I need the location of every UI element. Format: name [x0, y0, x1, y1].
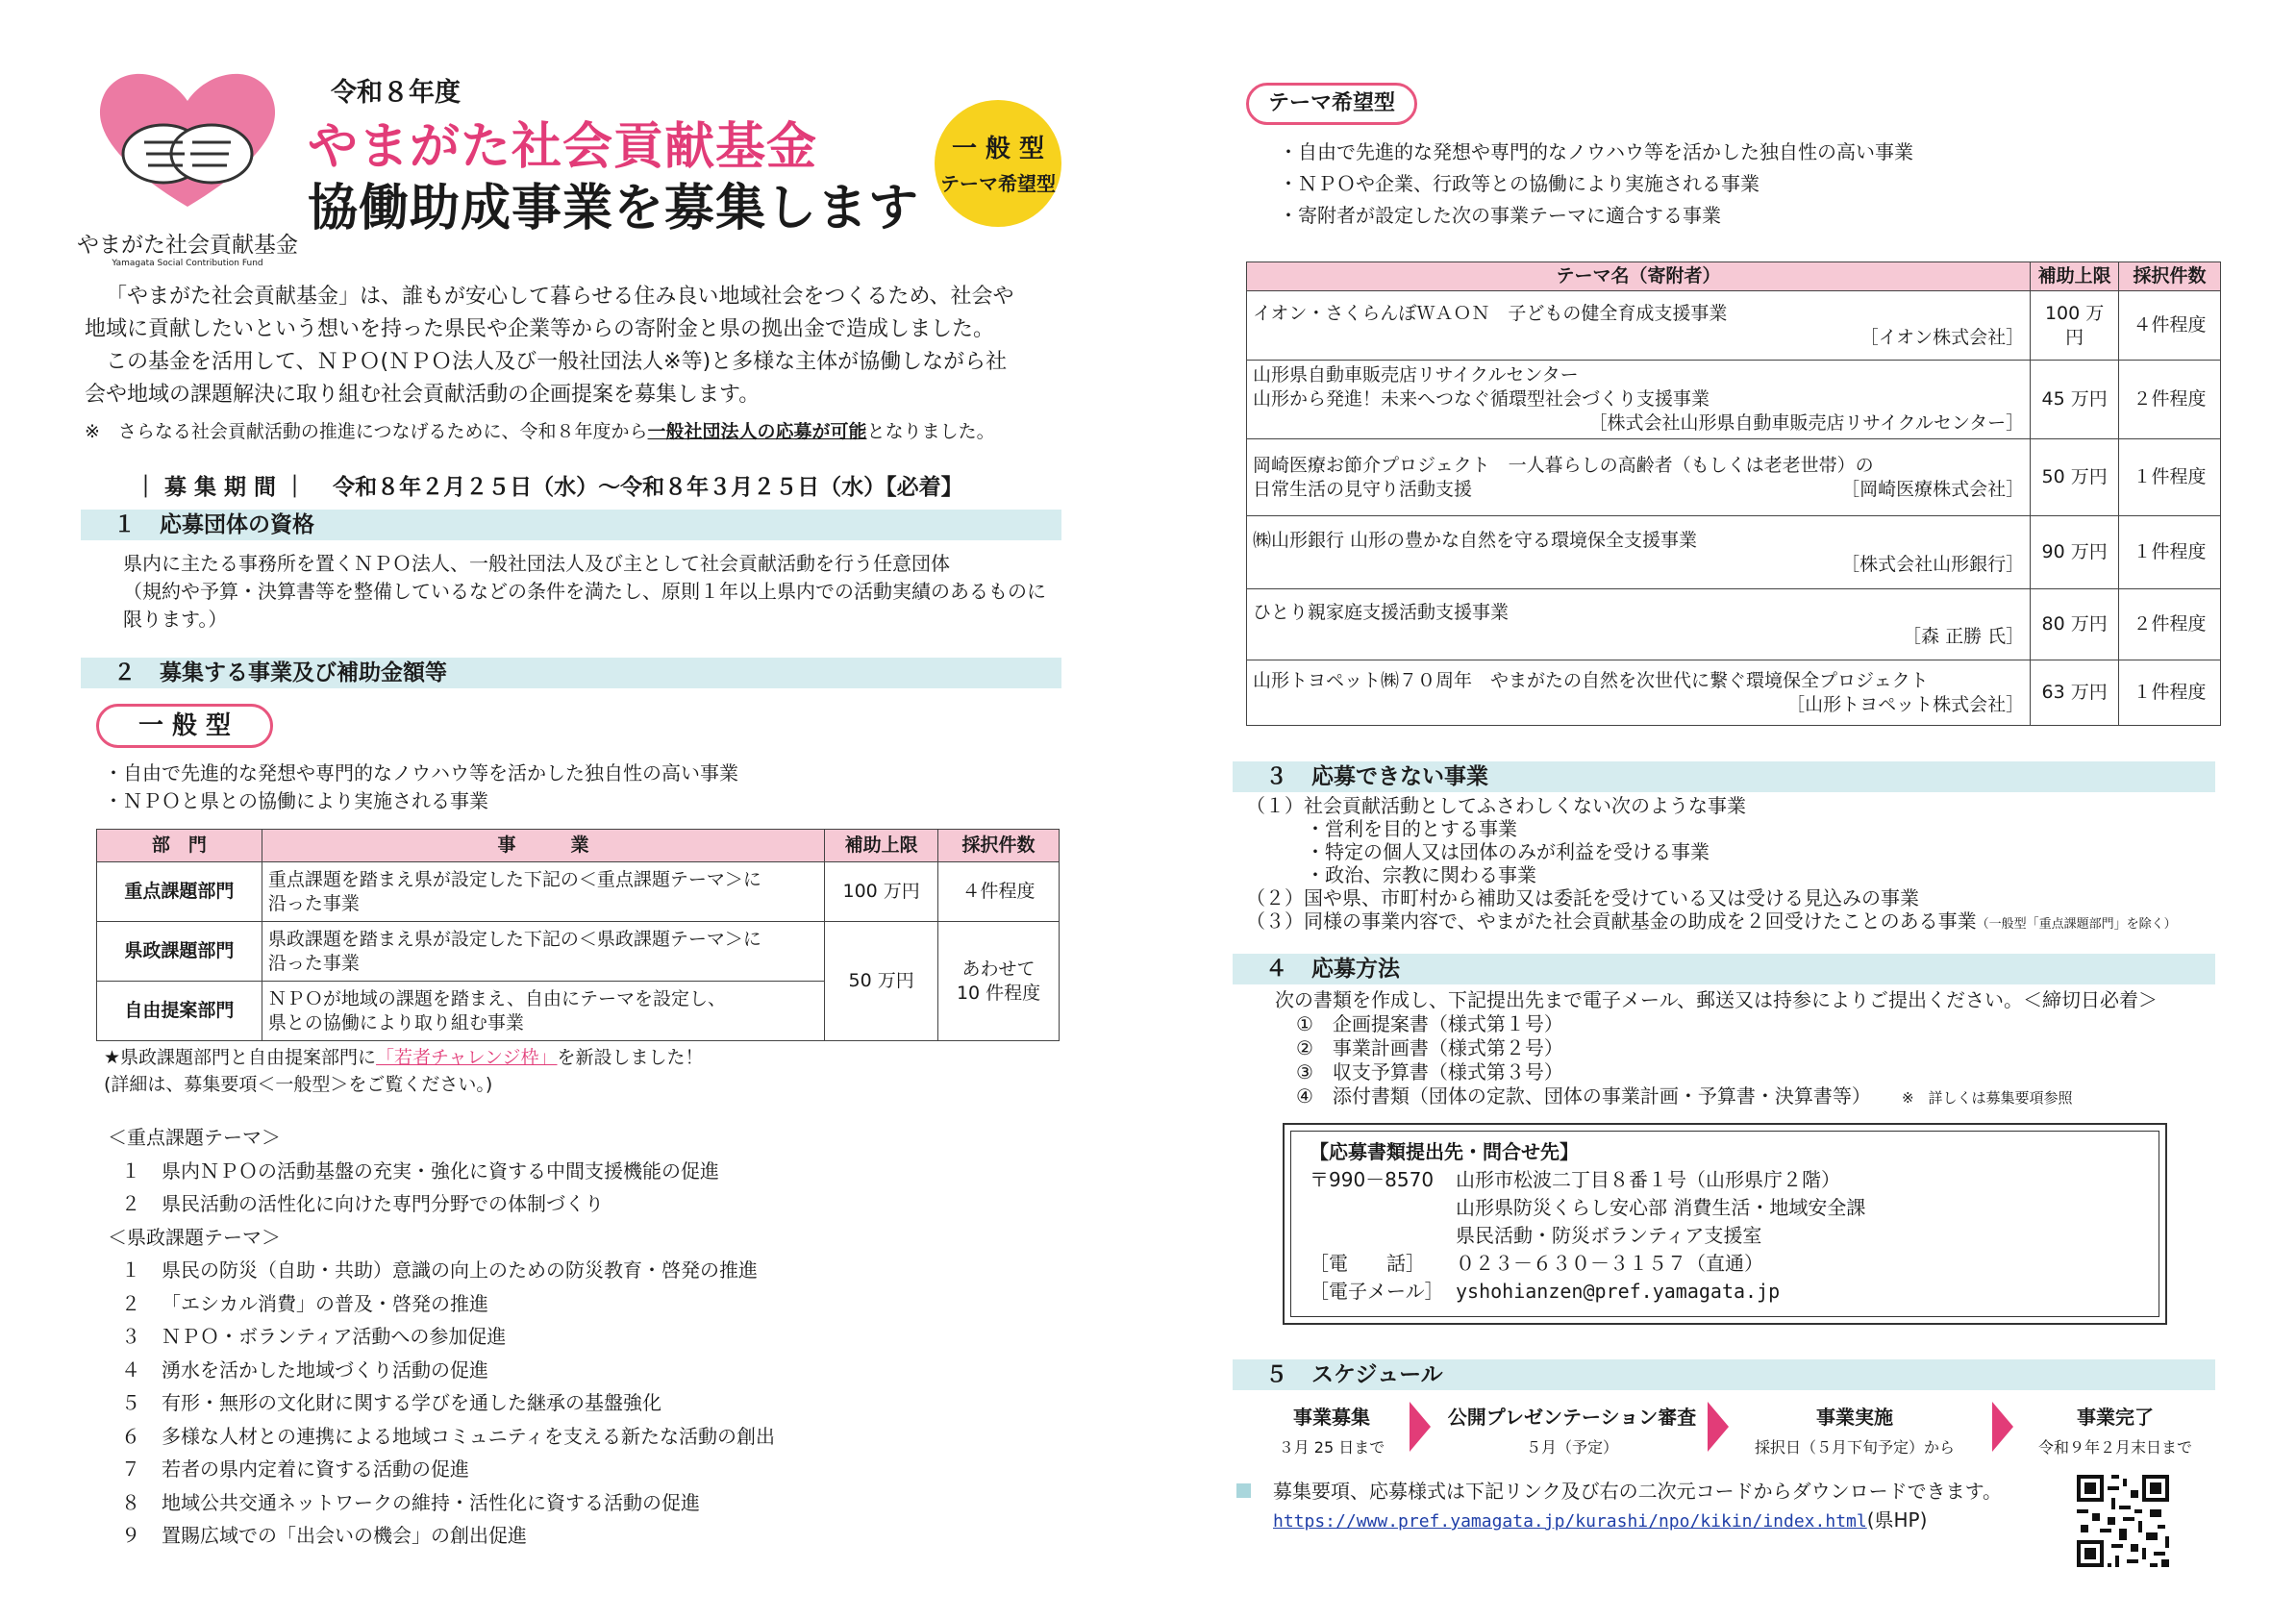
address-1: 山形市松波二丁目８番１号（山形県庁２階） [1456, 1168, 1840, 1191]
footer: 募集要項、応募様式は下記リンク及び右の二次元コードからダウンロードできます。 https://www.pref.yamagata.jp/kurashi/npo/kikin/index.html(県HP) [1273, 1477, 2042, 1536]
limit-cell: 100 万円 [2031, 291, 2119, 361]
list-item: ４ 湧水を活かした地域づくり活動の促進 [121, 1357, 488, 1382]
list-item: ６ 多様な人材との連携による地域コミュニティを支える新たな活動の創出 [121, 1424, 775, 1448]
intro-note: ※ さらなる社会貢献活動の推進につなげるために、令和８年度から一般社団法人の応募が可能となりました。 [85, 421, 995, 442]
section-2-header: ２ 募集する事業及び補助金額等 [81, 658, 1061, 688]
dept-cell: 自由提案部門 [97, 982, 262, 1041]
section-1-header: １ 応募団体の資格 [81, 510, 1061, 540]
period-value: 令和８年２月２５日（水）～令和８年３月２５日（水）【必着】 [333, 475, 963, 500]
address-3: 県民活動・防災ボランティア支援室 [1456, 1224, 1762, 1247]
col-header: 事 業 [262, 830, 824, 862]
theme-table [1246, 262, 2221, 726]
section-3-body: （１）社会貢献活動としてふさわしくない次のような事業 ・営利を目的とする事業 ・特定の個人又は団体のみが利益を受ける事業 ・政治、宗教に関わる事業 （２）国や県、市町村から補助又は委託を受けている又は受ける見込みの事業 （３）同様の事業内容で、やまがた社会貢献基金の助成を２回受けたことのある事業（一般型「重点課題部門」を除く） [1246, 794, 2177, 933]
col-header: 補助上限 [2031, 262, 2119, 291]
fiscal-year: 令和８年度 [331, 78, 461, 108]
table-row [1247, 589, 2221, 660]
shared-count-cell: あわせて 10 件程度 [938, 922, 1060, 1041]
badge-line1: 一 般 型 [951, 135, 1045, 163]
col-header: 部 門 [97, 830, 262, 862]
star-note: ★県政課題部門と自由提案部門に「若者チャレンジ枠」を新設しました！ (詳細は、募集要項＜一般型＞をご覧ください。) [104, 1047, 704, 1095]
limit-cell: 80 万円 [2031, 589, 2119, 660]
col-header: 補助上限 [825, 830, 938, 862]
table-row [97, 922, 1060, 982]
theme-cell: イオン・さくらんぼＷＡＯＮ 子どもの健全育成支援事業 ［イオン株式会社］ [1247, 291, 2031, 361]
footer-square-icon [1236, 1483, 1251, 1498]
list-item: ５ 有形・無形の文化財に関する学びを通した継承の基盤強化 [121, 1391, 661, 1414]
dept-cell: 重点課題部門 [97, 862, 262, 922]
theme-cell: ひとり親家庭支援活動支援事業 ［森 正勝 氏］ [1247, 589, 2031, 660]
count-cell: １件程度 [2119, 516, 2221, 589]
schedule-step: 事業実施 採択日（５月下旬予定）から [1754, 1406, 1955, 1457]
type-badge [935, 100, 1061, 227]
logo-text: やまがた社会貢献基金 [77, 233, 298, 258]
schedule-step: 事業完了 令和９年２月末日まで [2037, 1406, 2192, 1457]
download-link[interactable]: https://www.pref.yamagata.jp/kurashi/npo/kikin/index.html [1273, 1511, 1867, 1532]
desc-cell: 重点課題を踏まえ県が設定した下記の＜重点課題テーマ＞に 沿った事業 [262, 862, 824, 922]
chevron-right-icon [1992, 1402, 2013, 1452]
period-label: ｜ 募 集 期 間 ｜ [135, 475, 307, 500]
section-5-header: ５ スケジュール [1233, 1359, 2215, 1390]
count-cell: ２件程度 [2119, 361, 2221, 439]
list-item: １ 県民の防災（自助・共助）意識の向上のための防災教育・啓発の推進 [121, 1258, 758, 1282]
intro-line: 地域に貢献したいという想いを持った県民や企業等からの寄附金と県の拠出金で造成しました。 [85, 317, 995, 341]
footer-text: 募集要項、応募様式は下記リンク及び右の二次元コードからダウンロードできます。 [1273, 1480, 2002, 1503]
list-item: ８ 地域公共交通ネットワークの維持・活性化に資する活動の促進 [121, 1490, 700, 1514]
period [135, 469, 963, 501]
tel: ０２３－６３０－３１５７（直通） [1456, 1252, 1763, 1275]
intro [85, 281, 1065, 448]
qr-code-icon [2073, 1471, 2173, 1571]
table-row [1247, 291, 2221, 361]
count-cell: １件程度 [2119, 660, 2221, 726]
section-4-body: 次の書類を作成し、下記提出先まで電子メール、郵送又は持参によりご提出ください。＜締切日必着＞ ① 企画提案書（様式第１号） ② 事業計画書（様式第２号） ③ 収支予算書（様式第３号） ④ 添付書類（団体の定款、団体の事業計画・予算書・決算書等） ※ 詳しくは募集要項参照 [1275, 988, 2158, 1108]
theme-cell: 山形トヨペット㈱７０周年 やまがたの自然を次世代に繋ぐ環境保全プロジェクト ［山形トヨペット株式会社］ [1247, 660, 2031, 726]
zip: 〒990－8570 [1310, 1168, 1435, 1191]
contact-box [1283, 1123, 2167, 1325]
heart-hands-logo-icon [77, 58, 298, 221]
limit-cell: 45 万円 [2031, 361, 2119, 439]
limit-cell: 63 万円 [2031, 660, 2119, 726]
list-item: ２ 県民活動の活性化に向けた専門分野での体制づくり [121, 1192, 604, 1215]
shared-limit-cell: 50 万円 [825, 922, 938, 1041]
mail-link[interactable]: yshohianzen@pref.yamagata.jp [1456, 1280, 1781, 1303]
count-cell: １件程度 [2119, 439, 2221, 516]
mail-label: ［電子メール］ [1310, 1280, 1444, 1303]
priority-themes [108, 1121, 1060, 1553]
title-line1: やまがた社会貢献基金 [308, 118, 818, 176]
intro-line: この基金を活用して、ＮＰＯ(ＮＰＯ法人及び一般社団法人※等)と多様な主体が協働しながら社 [106, 350, 1008, 374]
count-cell: ４件程度 [2119, 291, 2221, 361]
desc-cell: ＮＰＯが地域の課題を踏まえ、自由にテーマを設定し、 県との協働により取り組む事業 [262, 982, 824, 1041]
limit-cell: 100 万円 [825, 862, 938, 922]
intro-line: 「やまがた社会貢献基金」は、誰もが安心して暮らせる住み良い地域社会をつくるため、社会や [106, 285, 1014, 309]
list-item: ９ 置賜広域での「出会いの機会」の創出促進 [121, 1524, 527, 1547]
table-row [1247, 660, 2221, 726]
theme-cell: 岡崎医療お節介プロジェクト 一人暮らしの高齢者（もしくは老老世帯）の 日常生活の見守り活動支援 ［岡崎医療株式会社］ [1247, 439, 2031, 516]
section-3-header: ３ 応募できない事業 [1233, 761, 2215, 792]
col-header: テーマ名（寄附者） [1247, 262, 2031, 291]
theme-cell: ㈱山形銀行 山形の豊かな自然を守る環境保全支援事業 ［株式会社山形銀行］ [1247, 516, 2031, 589]
logo [77, 58, 298, 268]
chevron-right-icon [1410, 1402, 1431, 1452]
title-line2: 協働助成事業を募集します [308, 180, 920, 237]
theme-cell: 山形県自動車販売店リサイクルセンター 山形から発進！未来へつなぐ循環型社会づくり支援事業 ［株式会社山形県自動車販売店リサイクルセンター］ [1247, 361, 2031, 439]
theme-bullets: ・自由で先進的な発想や専門的なノウハウ等を活かした独自性の高い事業 ・ＮＰＯや企業、行政等との協働により実施される事業 ・寄附者が設定した次の事業テーマに適合する事業 [1279, 140, 1913, 227]
table-row [97, 862, 1060, 922]
dept-cell: 県政課題部門 [97, 922, 262, 982]
priority-heading: ＜重点課題テーマ＞ [108, 1126, 281, 1149]
general-bullets: ・自由で先進的な発想や専門的なノウハウ等を活かした独自性の高い事業 ・ＮＰＯと県との協働により実施される事業 [104, 761, 738, 812]
table-row [1247, 361, 2221, 439]
count-cell: ２件程度 [2119, 589, 2221, 660]
theme-type-label: テーマ希望型 [1246, 83, 1417, 125]
chevron-right-icon [1708, 1402, 1729, 1452]
list-item: １ 県内ＮＰＯの活動基盤の充実・強化に資する中間支援機能の促進 [121, 1158, 719, 1183]
table-row [1247, 439, 2221, 516]
list-item: ２ 「エシカル消費」の普及・啓発の推進 [121, 1291, 488, 1315]
list-item: ３ ＮＰＯ・ボランティア活動への参加促進 [121, 1325, 507, 1348]
table-row [1247, 516, 2221, 589]
section-4-header: ４ 応募方法 [1233, 954, 2215, 984]
badge-line2: テーマ希望型 [940, 172, 1056, 195]
pref-heading: ＜県政課題テーマ＞ [108, 1225, 281, 1249]
col-header: 採択件数 [938, 830, 1060, 862]
section-1-body: 県内に主たる事務所を置くＮＰＯ法人、一般社団法人及び主として社会貢献活動を行う任意団体 （規約や予算・決算書等を整備しているなどの条件を満たし、原則１年以上県内での活動実績のあるものに 限ります。） [123, 552, 1046, 631]
contact-title: 【応募書類提出先・問合せ先】 [1310, 1140, 1579, 1163]
address-2: 山形県防災くらし安心部 消費生活・地域安全課 [1456, 1196, 1866, 1219]
logo-subtext: Yamagata Social Contribution Fund [112, 259, 263, 268]
list-item: ７ 若者の県内定着に資する活動の促進 [121, 1457, 469, 1481]
schedule-step: 公開プレゼンテーション審査 ５月（予定） [1447, 1406, 1697, 1457]
limit-cell: 50 万円 [2031, 439, 2119, 516]
count-cell: ４件程度 [938, 862, 1060, 922]
intro-line: 会や地域の課題解決に取り組む社会貢献活動の企画提案を募集します。 [85, 383, 761, 407]
tel-label: ［電 話］ [1310, 1252, 1425, 1275]
schedule-step: 事業募集 ３月 25 日まで [1278, 1406, 1385, 1457]
limit-cell: 90 万円 [2031, 516, 2119, 589]
desc-cell: 県政課題を踏まえ県が設定した下記の＜県政課題テーマ＞に 沿った事業 [262, 922, 824, 982]
col-header: 採択件数 [2119, 262, 2221, 291]
general-type-label: 一 般 型 [96, 704, 273, 748]
general-table [96, 829, 1060, 1041]
qr-code[interactable] [2073, 1471, 2173, 1571]
